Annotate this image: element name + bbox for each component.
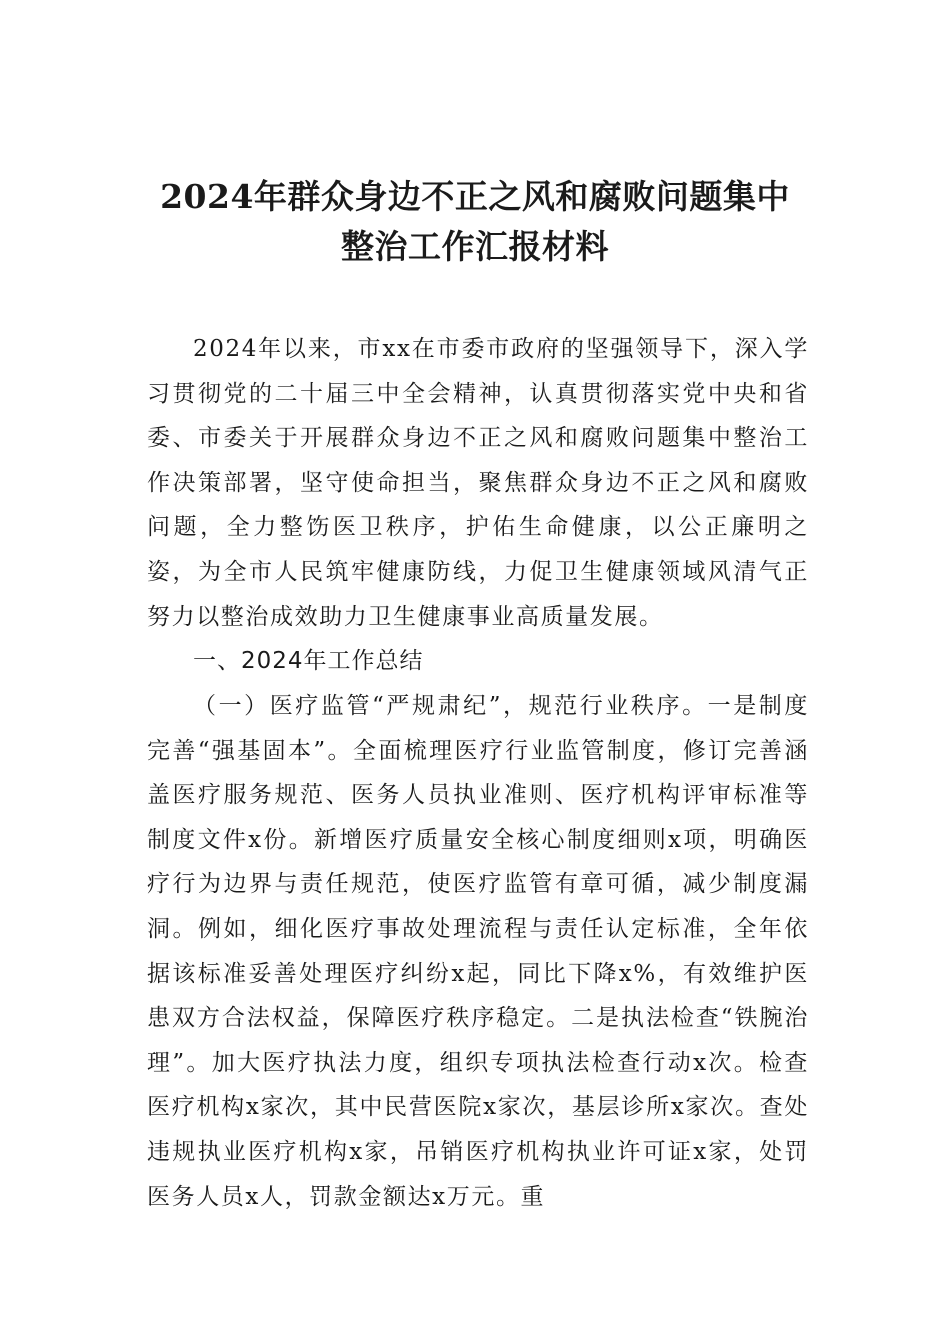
section-heading: 一、2024年工作总结 (193, 648, 424, 674)
intro-paragraph: 2024年以来，市xx在市委市政府的坚强领导下，深入学习贯彻党的二十届三中全会精神，认真贯彻落实党中央和省委、市委关于开展群众身边不正之风和腐败问题集中整治工作决策部署，坚守使命担当，聚焦群众身边不正之风和腐败问题，全力整饬医卫秩序，护佑生命健康，以公正廉明之姿，为全市人民筑牢健康防线，力促卫生健康领域风清气正努力以整治成效助力卫生健康事业高质量发展。 (147, 336, 809, 630)
document-title-line-1: 2024年群众身边不正之风和腐败问题集中 (160, 177, 790, 216)
body-paragraph: （一）医疗监管“严规肃纪”，规范行业秩序。一是制度完善“强基固本”。全面梳理医疗行业监管制度，修订完善涵盖医疗服务规范、医务人员执业准则、医疗机构评审标准等制度文件x份。新增医疗质量安全核心制度细则x项，明确医疗行为边界与责任规范，使医疗监管有章可循，减少制度漏洞。例如，细化医疗事故处理流程与责任认定标准，全年依据该标准妥善处理医疗纠纷x起，同比下降x%，有效维护医患双方合法权益，保障医疗秩序稳定。二是执法检查“铁腕治理”。加大医疗执法力度，组织专项执法检查行动x次。检查医疗机构x家次，其中民营医院x家次，基层诊所x家次。查处违规执业医疗机构x家，吊销医疗机构执业许可证x家，处罚医务人员x人，罚款金额达x万元。重 (147, 693, 809, 1210)
document-title-line-2: 整治工作汇报材料 (341, 227, 609, 266)
